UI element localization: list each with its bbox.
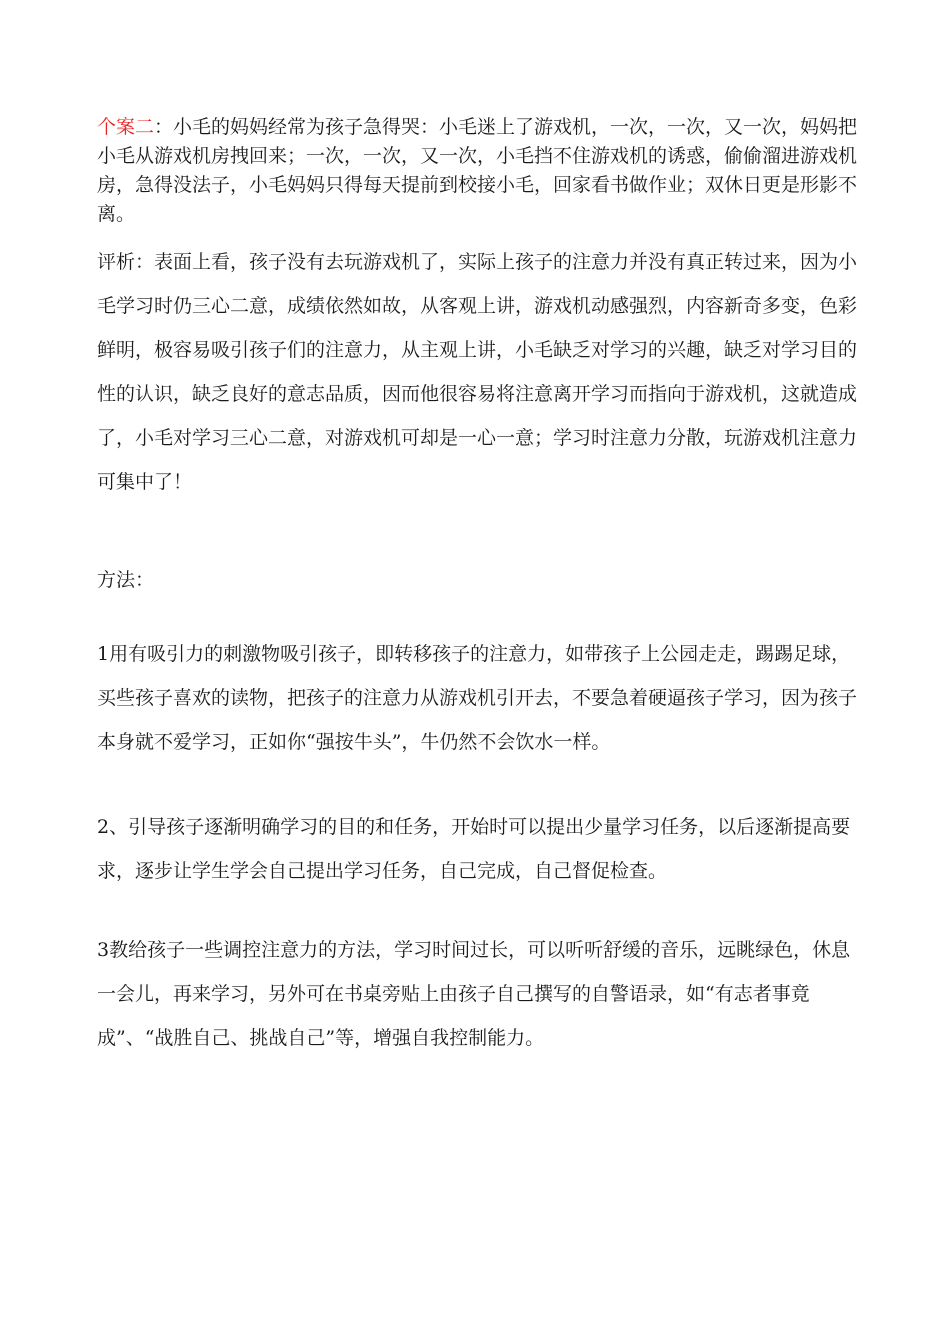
case-label: 个案二 — [97, 116, 155, 138]
case-text: ：小毛的妈妈经常为孩子急得哭：小毛迷上了游戏机，一次，一次，又一次，妈妈把小毛从游戏机房拽回来；一次，一次，又一次，小毛挡不住游戏机的诱惑，偷偷溜进游戏机房，急得没法子，小毛妈妈只得每天提前到校接小毛，回家看书做作业；双休日更是形影不离。 — [97, 116, 858, 225]
analysis-paragraph: 评析：表面上看，孩子没有去玩游戏机了，实际上孩子的注意力并没有真正转过来，因为小毛学习时仍三心二意，成绩依然如故，从客观上讲，游戏机动感强烈，内容新奇多变，色彩鲜明，极容易吸引孩子们的注意力，从主观上讲，小毛缺乏对学习的兴趣，缺乏对学习目的性的认识，缺乏良好的意志品质，因而他很容易将注意离开学习而指向于游戏机，这就造成了，小毛对学习三心二意，对游戏机可却是一心一意；学习时注意力分散，玩游戏机注意力可集中了！ — [97, 251, 858, 493]
method-item-3: 3教给孩子一些调控注意力的方法，学习时间过长，可以听听舒缓的音乐，远眺绿色，休息一会儿，再来学习，另外可在书桌旁贴上由孩子自己撰写的自警语录，如“有志者事竟成”、“战胜自己、挑战自己”等，增强自我控制能力。 — [97, 939, 851, 1049]
methods-heading: 方法： — [97, 569, 155, 591]
method-item-1: 1用有吸引力的刺激物吸引孩子，即转移孩子的注意力，如带孩子上公园走走，踢踢足球，买些孩子喜欢的读物，把孩子的注意力从游戏机引开去，不要急着硬逼孩子学习，因为孩子本身就不爱学习，正如你“强按牛头”，牛仍然不会饮水一样。 — [97, 643, 858, 753]
method-item-2: 2、引导孩子逐渐明确学习的目的和任务，开始时可以提出少量学习任务，以后逐渐提高要求，逐步让学生学会自己提出学习任务，自己完成，自己督促检查。 — [97, 816, 851, 882]
case-paragraph — [97, 113, 867, 229]
